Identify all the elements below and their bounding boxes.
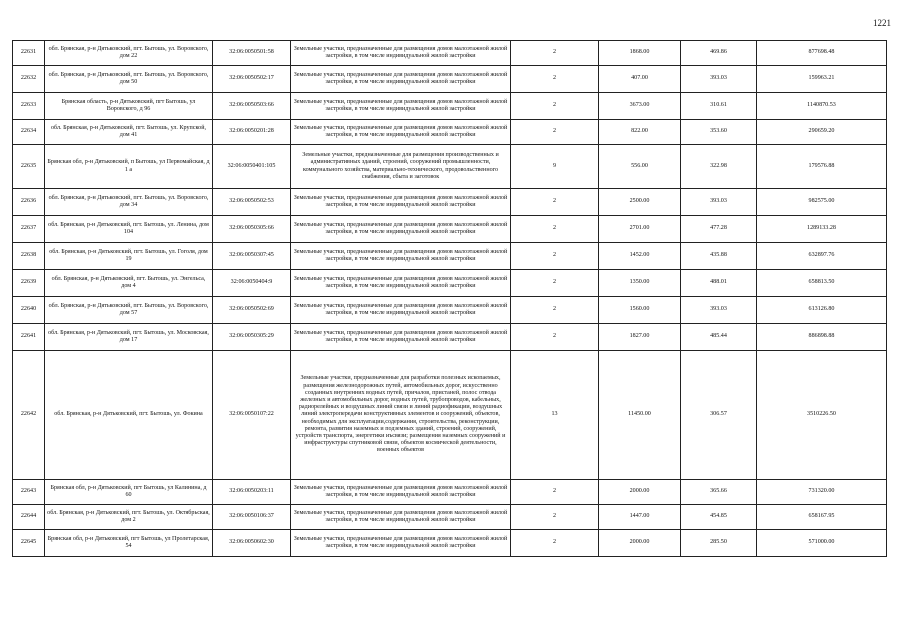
row-area: 407.00 — [599, 66, 681, 93]
row-address: обл. Брянская, р-н Дятьковский, пгт. Бытошь, ул. Крупской, дом 41 — [45, 120, 213, 145]
row-address: Брянская область, р-н Дятьковский, пгт Бытошь, ул Воровского, д 96 — [45, 93, 213, 120]
row-land-use: Земельные участки, предназначенные для размещения домов малоэтажной жилой застройки, в том числе индивидуальной жилой застройки — [291, 324, 511, 351]
row-land-use: Земельные участки, предназначенные для размещения домов малоэтажной жилой застройки, в том числе индивидуальной жилой застройки — [291, 530, 511, 557]
table-row — [13, 480, 887, 505]
row-cadastral-value: 179576.88 — [757, 145, 887, 189]
row-cadastral-number: 32:06:0050305:29 — [213, 324, 291, 351]
row-address: обл. Брянская, р-н Дятьковский, пгт. Бытошь, ул. Фокина — [45, 351, 213, 480]
row-specific-value: 454.85 — [681, 505, 757, 530]
row-land-use: Земельные участки, предназначенные для размещения домов малоэтажной жилой застройки, в том числе индивидуальной жилой застройки — [291, 297, 511, 324]
row-address: обл. Брянская, р-н Дятьковский, пгт. Бытошь, ул. Ленина, дом 104 — [45, 216, 213, 243]
row-cadastral-number: 32:06:0050203:11 — [213, 480, 291, 505]
row-land-use: Земельные участки, предназначенные для размещения домов малоэтажной жилой застройки, в том числе индивидуальной жилой застройки — [291, 243, 511, 270]
row-land-use: Земельные участки, предназначенные для размещения домов малоэтажной жилой застройки, в том числе индивидуальной жилой застройки — [291, 41, 511, 66]
row-specific-value: 393.03 — [681, 189, 757, 216]
row-specific-value: 393.03 — [681, 66, 757, 93]
row-specific-value: 435.88 — [681, 243, 757, 270]
row-land-use: Земельные участки, предназначенные для размещения домов малоэтажной жилой застройки, в том числе индивидуальной жилой застройки — [291, 120, 511, 145]
row-land-use: Земельные участки, предназначенные для размещения домов малоэтажной жилой застройки, в том числе индивидуальной жилой застройки — [291, 216, 511, 243]
row-land-use: Земельные участки, предназначенные для размещения домов малоэтажной жилой застройки, в том числе индивидуальной жилой застройки — [291, 93, 511, 120]
table-row — [13, 270, 887, 297]
row-cadastral-number: 32:06:0050502:53 — [213, 189, 291, 216]
row-specific-value: 353.60 — [681, 120, 757, 145]
row-id: 22644 — [13, 505, 45, 530]
row-land-use: Земельные участки, предназначенные для размещения производственных и административных зданий, строений, сооружений промышленности, коммунального хозяйства, материально-технического, продовольственного снабжения, сбыта и заготовок — [291, 145, 511, 189]
row-use-code: 2 — [511, 243, 599, 270]
row-id: 22633 — [13, 93, 45, 120]
row-specific-value: 477.28 — [681, 216, 757, 243]
row-specific-value: 285.50 — [681, 530, 757, 557]
row-address: обл. Брянская, р-н Дятьковский, пгт. Бытошь, ул. Октябрьская, дом 2 — [45, 505, 213, 530]
row-cadastral-value: 658167.95 — [757, 505, 887, 530]
row-cadastral-number: 32:06:0050107:22 — [213, 351, 291, 480]
row-use-code: 2 — [511, 480, 599, 505]
row-use-code: 13 — [511, 351, 599, 480]
row-use-code: 2 — [511, 505, 599, 530]
table-row — [13, 243, 887, 270]
row-specific-value: 306.57 — [681, 351, 757, 480]
row-cadastral-value: 290659.20 — [757, 120, 887, 145]
row-address: обл. Брянская, р-н Дятьковский, пгт. Бытошь, ул. Гоголя, дом 19 — [45, 243, 213, 270]
row-address: Брянская обл, р-н Дятьковский, пгт Бытошь, ул Калинина, д 60 — [45, 480, 213, 505]
row-specific-value: 310.61 — [681, 93, 757, 120]
row-use-code: 2 — [511, 66, 599, 93]
row-land-use: Земельные участки, предназначенные для размещения домов малоэтажной жилой застройки, в том числе индивидуальной жилой застройки — [291, 505, 511, 530]
table-row — [13, 324, 887, 351]
row-id: 22632 — [13, 66, 45, 93]
row-id: 22638 — [13, 243, 45, 270]
row-use-code: 9 — [511, 145, 599, 189]
row-address: Брянская обл, р-н Дятьковский, п Бытошь, ул Первомайская, д 1 а — [45, 145, 213, 189]
row-use-code: 2 — [511, 93, 599, 120]
row-cadastral-value: 1289133.28 — [757, 216, 887, 243]
table-row — [13, 530, 887, 557]
row-id: 22634 — [13, 120, 45, 145]
row-id: 22635 — [13, 145, 45, 189]
table-row — [13, 66, 887, 93]
row-cadastral-number: 32:06:0050404:9 — [213, 270, 291, 297]
row-area: 2500.00 — [599, 189, 681, 216]
row-cadastral-value: 571000.00 — [757, 530, 887, 557]
row-specific-value: 393.03 — [681, 297, 757, 324]
row-address: обл. Брянская, р-н Дятьковский, пгт. Бытошь, ул. Воровского, дом 57 — [45, 297, 213, 324]
page-number: 1221 — [873, 18, 891, 28]
row-use-code: 2 — [511, 530, 599, 557]
row-land-use: Земельные участки, предназначенные для разработки полезных ископаемых, размещения железнодорожных путей, автомобильных дорог, искусственно созданных внутренних водных путей, причалов, пристаней, полос отвода железных и автомобильных дорог, водных путей, трубопроводов, кабельных, радиорелейных и воздушных линий связи и линий радиофикации, воздушных линий электропередачи конструктивных элементов и сооружений, объектов, необходимых для эксплуатации,содержания, строительства, реконструкции, ремонта, развития наземных и подземных зданий, строений, сооружений, устройств транспорта, энергетики иъсвязи; размещения наземных сооружений и инфраструктуры спутниковой связи, объектов космической деятельности, военных объектов — [291, 351, 511, 480]
row-cadastral-number: 32:06:0050307:45 — [213, 243, 291, 270]
row-specific-value: 365.66 — [681, 480, 757, 505]
row-land-use: Земельные участки, предназначенные для размещения домов малоэтажной жилой застройки, в том числе индивидуальной жилой застройки — [291, 270, 511, 297]
table-row — [13, 505, 887, 530]
row-cadastral-value: 731320.00 — [757, 480, 887, 505]
row-area: 2000.00 — [599, 480, 681, 505]
row-id: 22637 — [13, 216, 45, 243]
row-specific-value: 488.01 — [681, 270, 757, 297]
table-row — [13, 41, 887, 66]
row-area: 2000.00 — [599, 530, 681, 557]
table-row — [13, 145, 887, 189]
row-area: 1350.00 — [599, 270, 681, 297]
row-land-use: Земельные участки, предназначенные для размещения домов малоэтажной жилой застройки, в том числе индивидуальной жилой застройки — [291, 189, 511, 216]
row-cadastral-value: 877698.48 — [757, 41, 887, 66]
cadastral-value-table — [12, 40, 887, 557]
row-use-code: 2 — [511, 41, 599, 66]
row-area: 1560.00 — [599, 297, 681, 324]
row-specific-value: 485.44 — [681, 324, 757, 351]
row-cadastral-number: 32:06:0050502:17 — [213, 66, 291, 93]
row-id: 22641 — [13, 324, 45, 351]
row-use-code: 2 — [511, 216, 599, 243]
row-id: 22639 — [13, 270, 45, 297]
row-cadastral-value: 159963.21 — [757, 66, 887, 93]
row-cadastral-value: 886898.88 — [757, 324, 887, 351]
row-cadastral-number: 32:06:0050503:66 — [213, 93, 291, 120]
row-id: 22636 — [13, 189, 45, 216]
row-cadastral-number: 32:06:0050305:66 — [213, 216, 291, 243]
row-cadastral-value: 658813.50 — [757, 270, 887, 297]
row-address: обл. Брянская, р-н Дятьковский, пгт. Бытошь, ул. Энгельса, дом 4 — [45, 270, 213, 297]
table-body — [13, 41, 887, 557]
row-cadastral-value: 1140870.53 — [757, 93, 887, 120]
row-id: 22643 — [13, 480, 45, 505]
table-row — [13, 216, 887, 243]
row-specific-value: 322.98 — [681, 145, 757, 189]
row-address: обл. Брянская, р-н Дятьковский, пгт. Бытошь, ул. Воровского, дом 22 — [45, 41, 213, 66]
row-address: Брянская обл, р-н Дятьковский, пгт Бытошь, ул Пролетарская, 54 — [45, 530, 213, 557]
table-row — [13, 120, 887, 145]
row-area: 1868.00 — [599, 41, 681, 66]
row-address: обл. Брянская, р-н Дятьковский, пгт. Бытошь, ул. Московская, дом 17 — [45, 324, 213, 351]
row-area: 3673.00 — [599, 93, 681, 120]
row-area: 2701.00 — [599, 216, 681, 243]
row-cadastral-number: 32:06:0050106:37 — [213, 505, 291, 530]
row-cadastral-value: 613126.80 — [757, 297, 887, 324]
row-cadastral-number: 32:06:0050602:30 — [213, 530, 291, 557]
table-row — [13, 351, 887, 480]
row-use-code: 2 — [511, 270, 599, 297]
row-cadastral-number: 32:06:0050502:69 — [213, 297, 291, 324]
row-area: 556.00 — [599, 145, 681, 189]
row-cadastral-number: 32:06:0050501:58 — [213, 41, 291, 66]
row-use-code: 2 — [511, 297, 599, 324]
row-address: обл. Брянская, р-н Дятьковский, пгт. Бытошь, ул. Воровского, дом 34 — [45, 189, 213, 216]
row-id: 22640 — [13, 297, 45, 324]
row-id: 22645 — [13, 530, 45, 557]
row-area: 1827.00 — [599, 324, 681, 351]
row-area: 1452.00 — [599, 243, 681, 270]
row-land-use: Земельные участки, предназначенные для размещения домов малоэтажной жилой застройки, в том числе индивидуальной жилой застройки — [291, 480, 511, 505]
row-land-use: Земельные участки, предназначенные для размещения домов малоэтажной жилой застройки, в том числе индивидуальной жилой застройки — [291, 66, 511, 93]
table-row — [13, 93, 887, 120]
row-address: обл. Брянская, р-н Дятьковский, пгт. Бытошь, ул. Воровского, дом 50 — [45, 66, 213, 93]
row-use-code: 2 — [511, 324, 599, 351]
row-specific-value: 469.86 — [681, 41, 757, 66]
row-cadastral-number: 32:06:0050201:28 — [213, 120, 291, 145]
row-use-code: 2 — [511, 189, 599, 216]
row-use-code: 2 — [511, 120, 599, 145]
row-id: 22642 — [13, 351, 45, 480]
table-row — [13, 297, 887, 324]
row-area: 11450.00 — [599, 351, 681, 480]
row-cadastral-value: 632897.76 — [757, 243, 887, 270]
row-id: 22631 — [13, 41, 45, 66]
row-area: 822.00 — [599, 120, 681, 145]
row-cadastral-number: 32:06:0050401:105 — [213, 145, 291, 189]
table-row — [13, 189, 887, 216]
row-area: 1447.00 — [599, 505, 681, 530]
row-cadastral-value: 3510226.50 — [757, 351, 887, 480]
row-cadastral-value: 982575.00 — [757, 189, 887, 216]
